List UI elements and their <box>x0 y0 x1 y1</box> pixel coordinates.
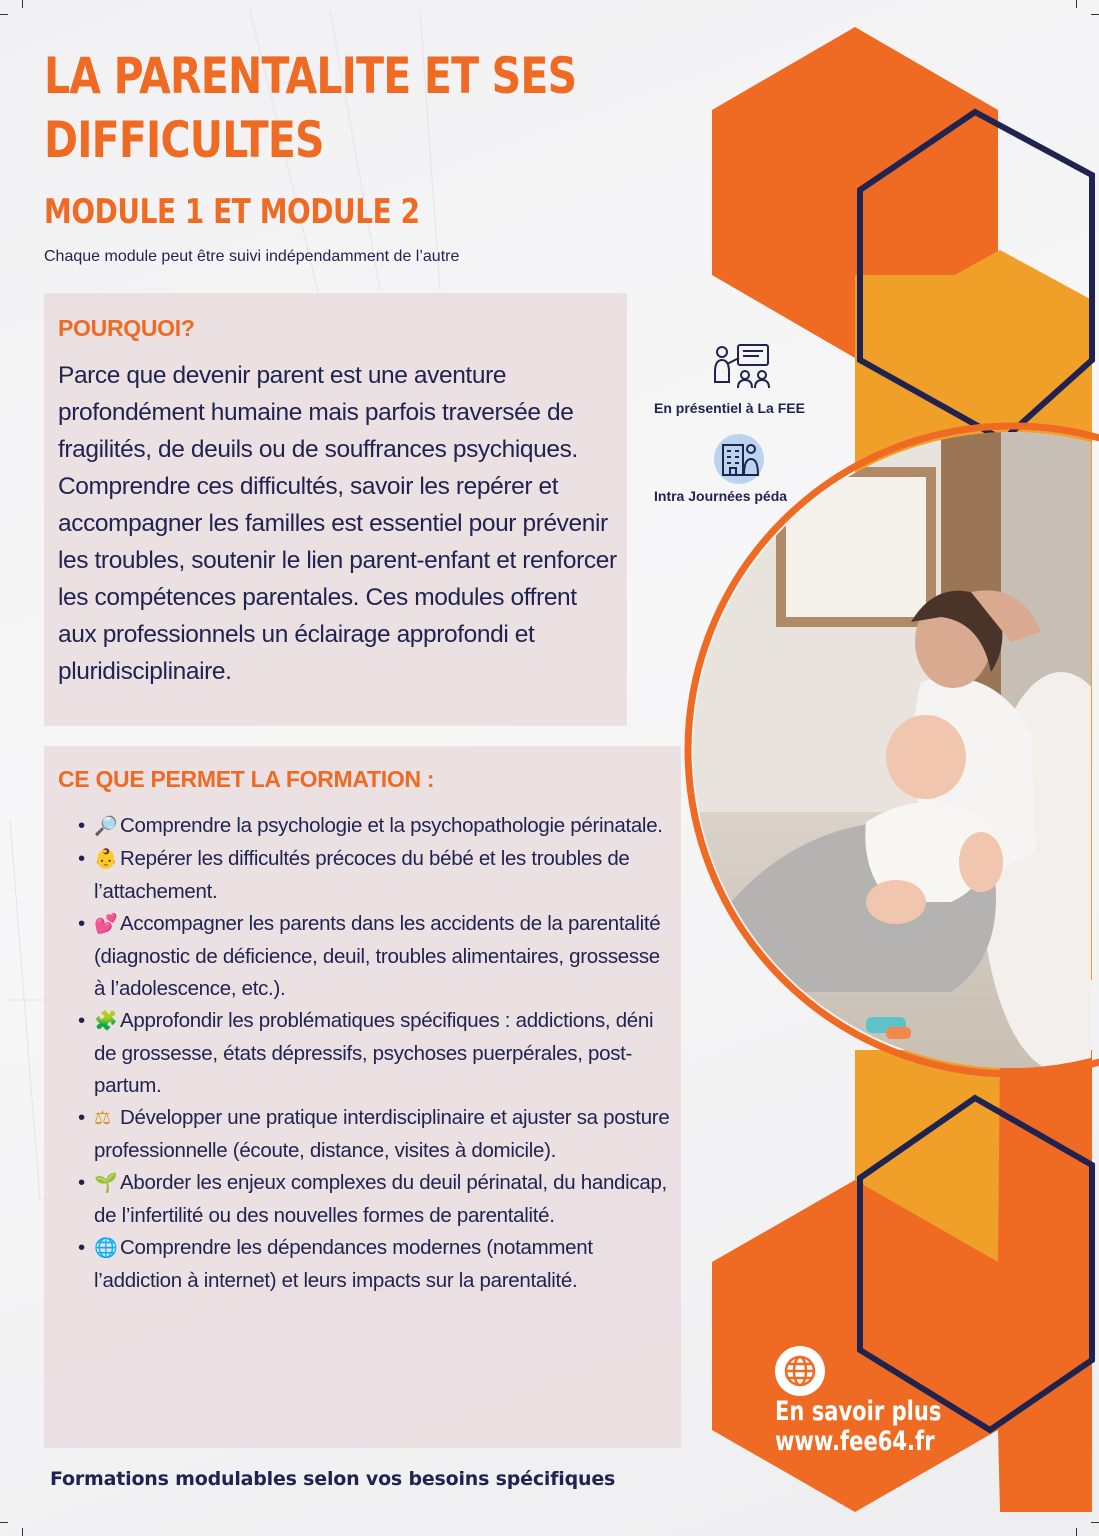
list-item-text: Approfondir les problématiques spécifiques : addictions, déni de grossesse, états dépressifs, psychoses puerpérales, post-partum. <box>94 1009 654 1097</box>
list-item: • ⚖ Développer une pratique interdisciplinaire et ajuster sa posture professionnelle (écoute, distance, visites à domicile). <box>74 1102 674 1167</box>
pourquoi-heading: POURQUOI? <box>58 315 195 341</box>
hearts-icon: 💕 <box>94 914 118 935</box>
balance-icon: ⚖ <box>94 1108 111 1129</box>
baby-icon: 👶 <box>94 849 118 870</box>
list-item-text: Comprendre la psychologie et la psychopathologie périnatale. <box>120 814 663 837</box>
formation-heading: CE QUE PERMET LA FORMATION : <box>58 766 435 792</box>
cta-more-label: En savoir plus <box>775 1396 942 1427</box>
building-icon <box>713 433 765 485</box>
formation-list <box>74 810 674 1297</box>
list-item-text: Comprendre les dépendances modernes (notamment l’addiction à internet) et leurs impacts sur la parentalité. <box>94 1236 593 1292</box>
list-item: • 🔎 Comprendre la psychologie et la psychopathologie périnatale. <box>74 810 674 843</box>
list-item: • 👶 Repérer les difficultés précoces du bébé et les troubles de l’attachement. <box>74 843 674 908</box>
magnifier-icon: 🔎 <box>94 816 118 837</box>
tagline: Chaque module peut être suivi indépendamment de l’autre <box>44 248 460 265</box>
presenter-icon <box>712 342 772 392</box>
formation-box <box>44 746 681 1448</box>
footer-note: Formations modulables selon vos besoins spécifiques <box>50 1468 616 1490</box>
list-item-text: Développer une pratique interdisciplinaire et ajuster sa posture professionnelle (écoute, distance, visites à domicile). <box>94 1106 670 1162</box>
pourquoi-box <box>44 293 627 726</box>
pourquoi-text: Parce que devenir parent est une aventure profondément humaine mais parfois traversée de fragilités, de deuils ou de souffrances psychiques. Comprendre ces difficultés, savoir les repérer et accompagner les familles est essentiel pour prévenir les troubles, soutenir le lien parent-enfant et renforcer les compétences parentales. Ces modules offrent aux professionnels un éclairage approfondi et pluridisciplinaire. <box>58 362 617 685</box>
list-item-text: Aborder les enjeux complexes du deuil périnatal, du handicap, de l’infertilité ou des nouvelles formes de parentalité. <box>94 1171 667 1227</box>
list-item: • 💕 Accompagner les parents dans les accidents de la parentalité (diagnostic de déficience, deuil, troubles alimentaires, grossesse à l’adolescence, etc.). <box>74 908 674 1005</box>
list-item: • 🌐 Comprendre les dépendances modernes (notamment l’addiction à internet) et leurs impacts sur la parentalité. <box>74 1232 674 1297</box>
website-globe-icon[interactable] <box>774 1345 826 1397</box>
website-link[interactable]: www.fee64.fr <box>775 1426 935 1457</box>
list-item: • 🌱 Aborder les enjeux complexes du deuil périnatal, du handicap, de l’infertilité ou des nouvelles formes de parentalité. <box>74 1167 674 1232</box>
seedling-icon: 🌱 <box>94 1173 118 1194</box>
list-item: • 🧩 Approfondir les problématiques spécifiques : addictions, déni de grossesse, états dépressifs, psychoses puerpérales, post-partum. <box>74 1005 674 1102</box>
page-subtitle: MODULE 1 ET MODULE 2 <box>44 192 420 232</box>
list-item-text: Accompagner les parents dans les accidents de la parentalité (diagnostic de déficience, deuil, troubles alimentaires, grossesse à l’adolescence, etc.). <box>94 912 661 1000</box>
globe-icon: 🌐 <box>94 1238 118 1259</box>
page-title: LA PARENTALITE ET SES DIFFICULTES <box>44 47 577 169</box>
intra-label: Intra Journées péda <box>654 488 788 504</box>
mother-baby-photo <box>691 432 1091 1068</box>
puzzle-icon: 🧩 <box>94 1011 118 1032</box>
list-item-text: Repérer les difficultés précoces du bébé et les troubles de l’attachement. <box>94 847 630 903</box>
presentiel-label: En présentiel à La FEE <box>654 400 805 416</box>
